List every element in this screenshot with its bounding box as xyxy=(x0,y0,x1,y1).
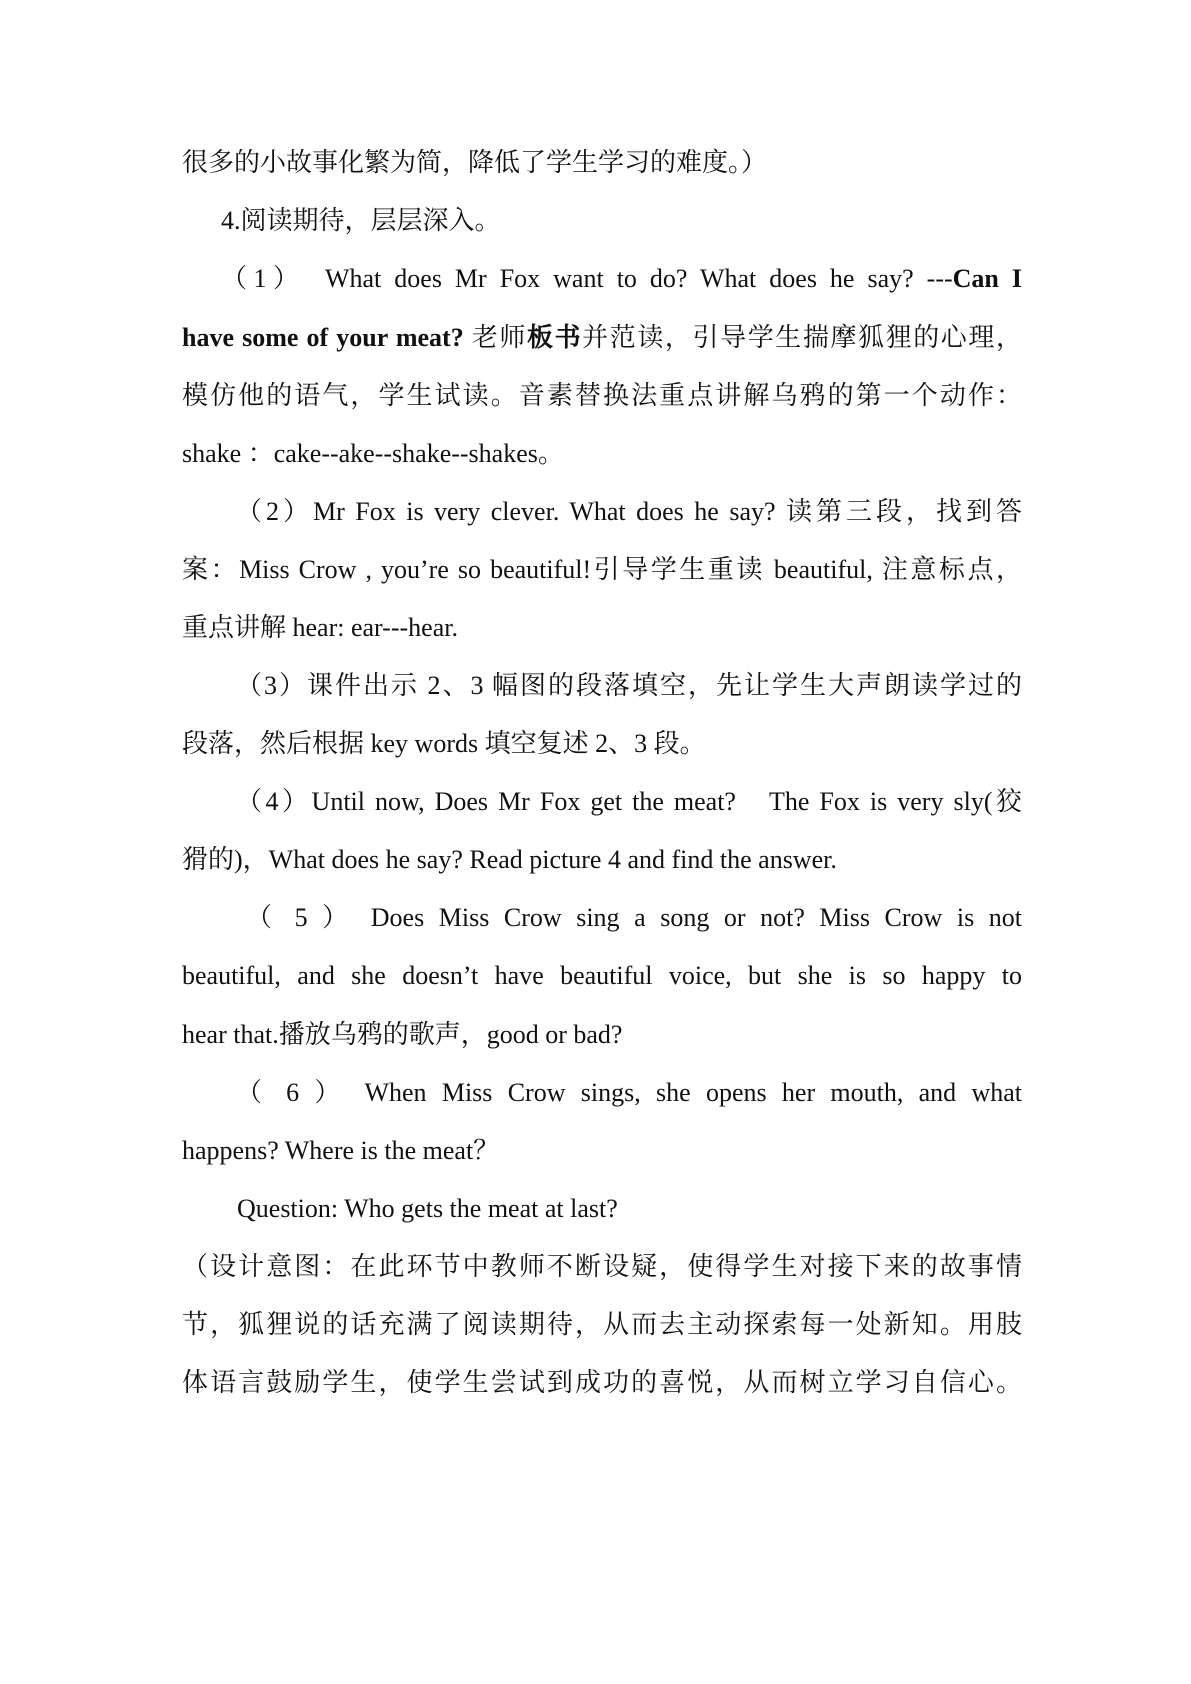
item-4-line-1: （4）Until now, Does Mr Fox get the meat? The Fox is very sly(狡 xyxy=(236,787,1022,816)
design-intent-line-3: 体语言鼓励学生，使学生尝试到成功的喜悦，从而树立学习自信心。 xyxy=(182,1368,1022,1397)
design-intent-line-2: 节，狐狸说的话充满了阅读期待，从而去主动探索每一处新知。用肢 xyxy=(182,1310,1022,1339)
question-line: Question: Who gets the meat at last? xyxy=(237,1194,618,1223)
section-heading-4: 4.阅读期待，层层深入。 xyxy=(221,206,501,235)
item-1-line-1: （1） What does Mr Fox want to do? What does he say? ---Can I xyxy=(221,264,1022,293)
text-line-continuation: 很多的小故事化繁为简，降低了学生学习的难度。） xyxy=(182,148,768,177)
item-1-line-2: have some of your meat? 老师板书并范读，引导学生揣摩狐狸的心理， xyxy=(182,323,1022,352)
item-5-line-3: hear that.播放乌鸦的歌声，good or bad? xyxy=(182,1020,623,1049)
item-2-line-2: 案：Miss Crow , you’re so beautiful!引导学生重读 beautiful, 注意标点， xyxy=(182,555,1022,584)
item-1-line-3: 模仿他的语气，学生试读。音素替换法重点讲解乌鸦的第一个动作： xyxy=(182,381,1022,410)
item-6-line-1: （ 6 ） When Miss Crow sings, she opens her mouth, and what xyxy=(236,1078,1022,1107)
item-2-line-3: 重点讲解 hear: ear---hear. xyxy=(182,613,458,642)
item-1-line-4: shake ：cake--ake--shake--shakes。 xyxy=(182,439,564,468)
item-4-line-2: 猾的)，What does he say? Read picture 4 and find the answer. xyxy=(182,845,837,874)
item-5-line-1: （ 5 ） Does Miss Crow sing a song or not? Miss Crow is not xyxy=(246,903,1022,932)
item-6-line-2: happens? Where is the meat？ xyxy=(182,1136,500,1165)
item-2-line-1: （2）Mr Fox is very clever. What does he say? 读第三段，找到答 xyxy=(236,497,1022,526)
item-5-line-2: beautiful, and she doesn’t have beautiful voice, but she is so happy to xyxy=(182,961,1022,990)
item-3-line-1: （3）课件出示 2、3 幅图的段落填空，先让学生大声朗读学过的 xyxy=(236,671,1022,700)
item-3-line-2: 段落，然后根据 key words 填空复述 2、3 段。 xyxy=(182,729,706,758)
design-intent-line-1: （设计意图：在此环节中教师不断设疑，使得学生对接下来的故事情 xyxy=(182,1252,1022,1281)
